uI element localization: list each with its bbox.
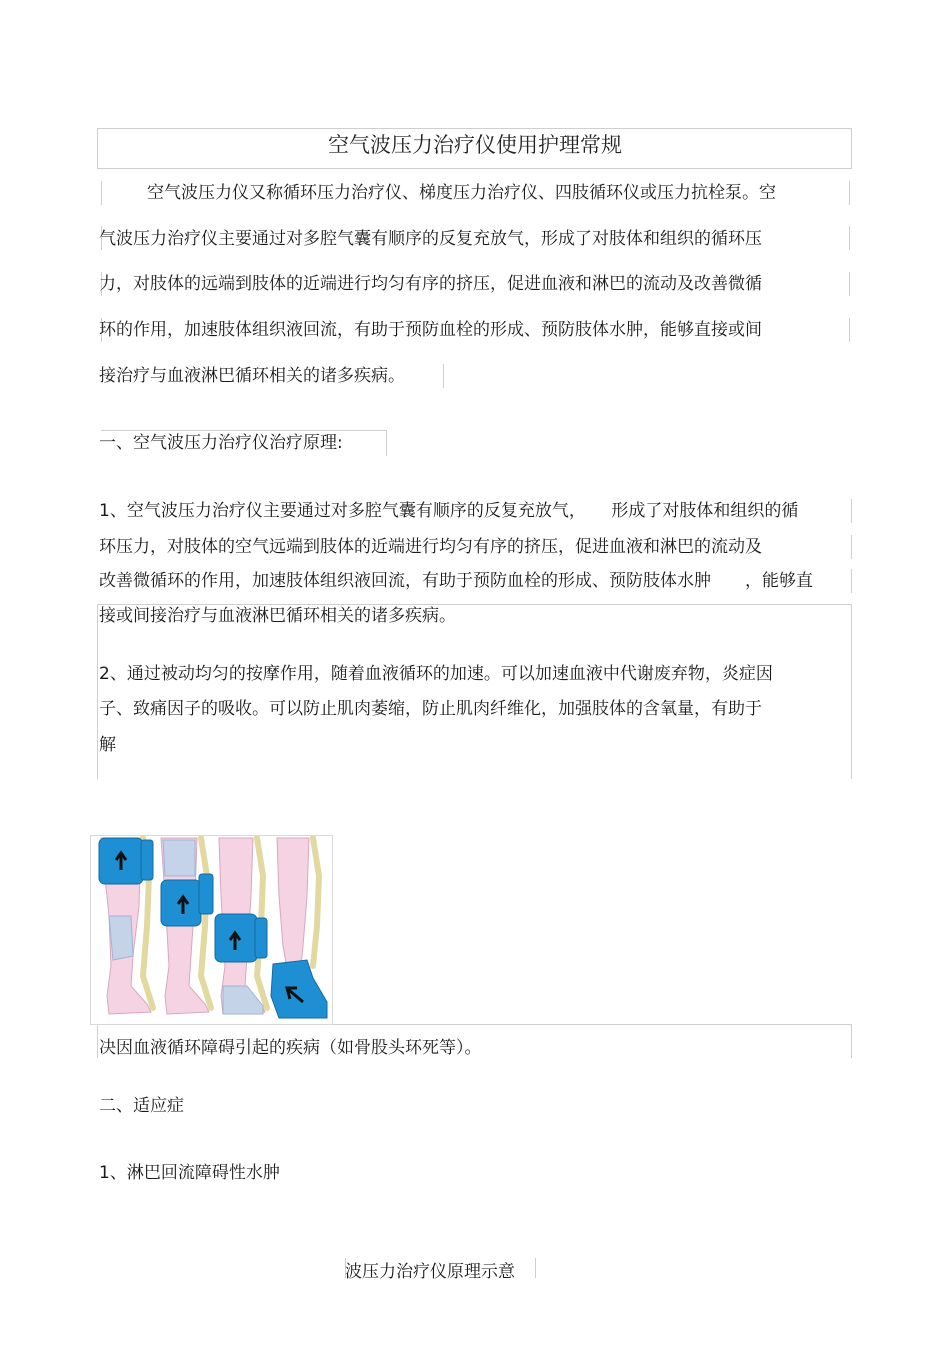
point1-line-4: 接或间接治疗与血液淋巴循环相关的诸多疾病。 (99, 606, 456, 626)
section2-heading: 二、适应症 (99, 1096, 184, 1116)
document-title: 空气波压力治疗仪使用护理常规 (328, 133, 622, 157)
intro-line-5: 接治疗与血液淋巴循环相关的诸多疾病。 (99, 366, 405, 386)
point2-continued: 决因血液循环障碍引起的疾病（如骨股头环死等）。 (99, 1038, 482, 1058)
indication-1: 1、淋巴回流障碍性水肿 (99, 1163, 280, 1183)
point1-line-1: 1、空气波压力治疗仪主要通过对多腔气囊有顺序的反复充放气， 形成了对肢体和组织的循 (99, 501, 799, 521)
figure-caption: 波压力治疗仪原理示意 (345, 1262, 515, 1282)
point2-line-3: 解 (99, 735, 116, 755)
leg-2 (161, 838, 213, 1014)
point2-line-1: 2、通过被动均匀的按摩作用，随着血液循环的加速。可以加速血液中代谢废弃物，炎症因 (99, 664, 773, 684)
cuff-knee (161, 880, 201, 926)
intro-line-1: 空气波压力仪又称循环压力治疗仪、梯度压力治疗仪、四肢循环仪或压力抗栓泵。空 (147, 183, 776, 203)
leg-4 (271, 838, 327, 1018)
point2-line-2: 子、致痛因子的吸收。可以防止肌肉萎缩，防止肌肉纤维化，加强肢体的含氧量，有助于 (99, 699, 762, 719)
intro-line-2: 气波压力治疗仪主要通过对多腔气囊有顺序的反复充放气，形成了对肢体和组织的循环压 (99, 229, 762, 249)
leg-3 (215, 838, 267, 1014)
leg-1 (99, 838, 153, 1014)
intro-line-4: 环的作用，加速肢体组织液回流，有助于预防血栓的形成、预防肢体水肿，能够直接或间 (99, 320, 762, 340)
point1-line-3: 改善微循环的作用，加速肢体组织液回流，有助于预防血栓的形成、预防肢体水肿 ，能够直 (99, 571, 813, 591)
section1-heading: 一、空气波压力治疗仪治疗原理: (99, 433, 343, 453)
point1-line-2: 环压力，对肢体的空气远端到肢体的近端进行均匀有序的挤压，促进血液和淋巴的流动及 (99, 537, 762, 557)
intro-line-3: 力，对肢体的远端到肢体的近端进行均匀有序的挤压，促进血液和淋巴的流动及改善微循 (99, 274, 762, 294)
cuff-foot (271, 960, 327, 1018)
legs-illustration (91, 836, 332, 1024)
compression-legs-figure (90, 835, 333, 1025)
